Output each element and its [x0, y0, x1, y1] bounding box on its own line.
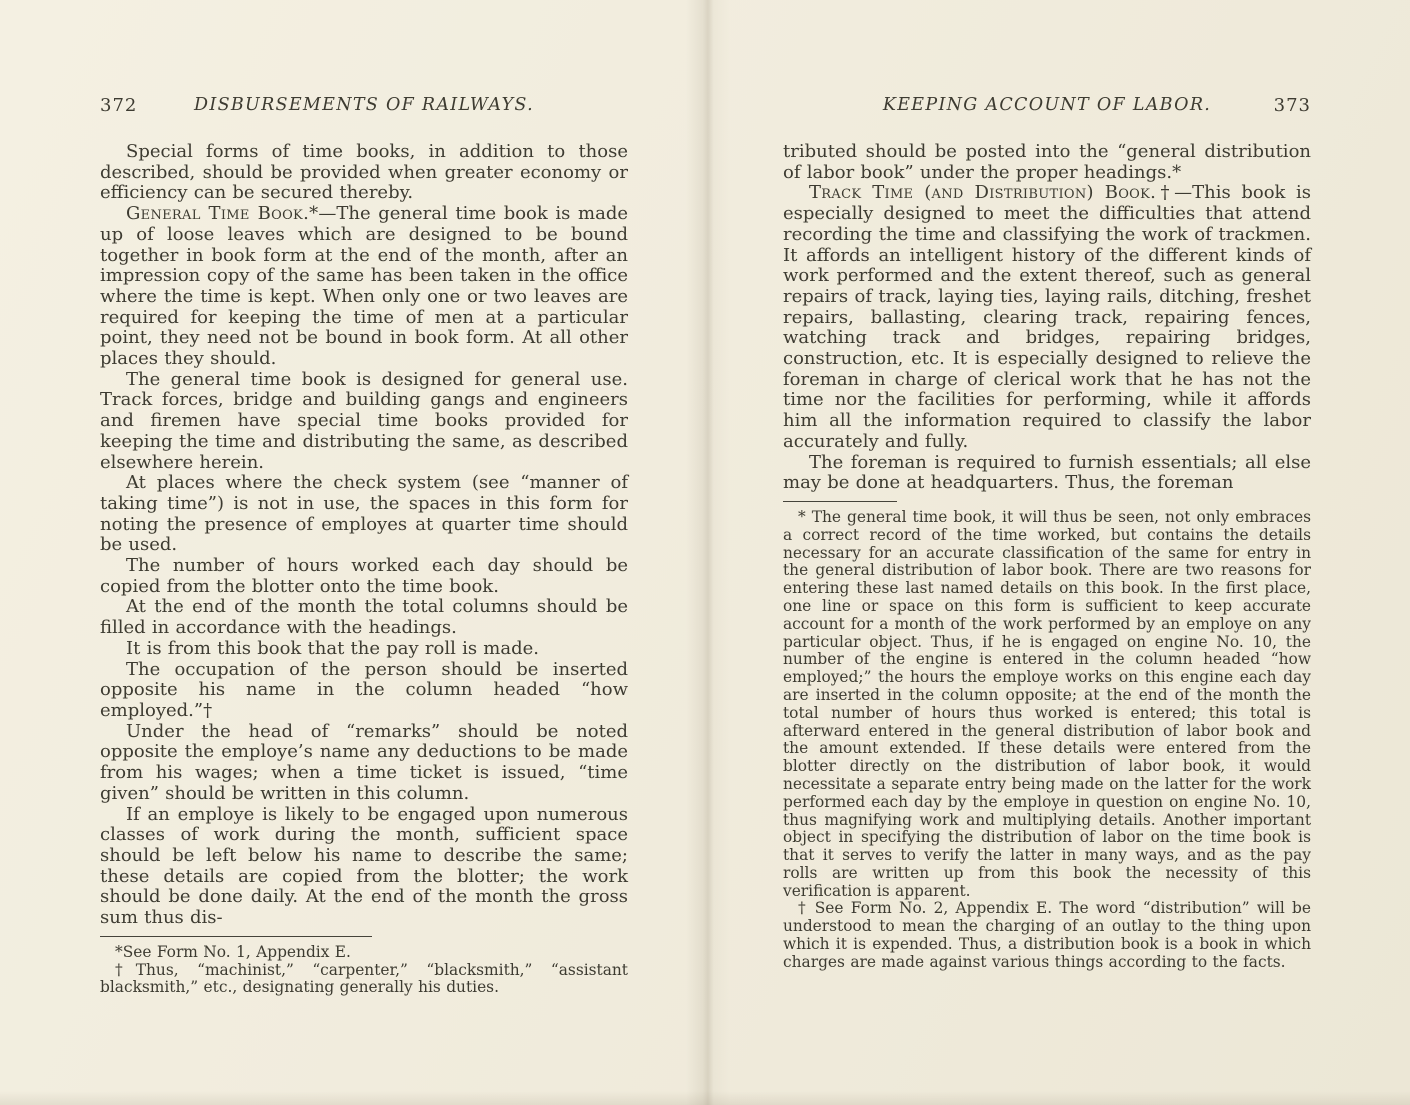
- paragraph: Special forms of time books, in addition to those described, should be provided when greater economy or efficiency can be secured thereby.: [100, 141, 628, 204]
- left-running-head: DISBURSEMENTS OF RAILWAYS.: [194, 95, 534, 115]
- left-page-footnotes: [100, 936, 628, 997]
- page-bottom-shadow: [0, 1091, 1410, 1105]
- paragraph-text: —The general time book is made up of loose leaves which are designed to be bound together in book form at the end of the month, after an impression copy of the same has been taken in the office where the time is kept. When only one or two leaves are required for keeping the time of men at a particular point, they need not be bound in book form. At all other places they should.: [100, 203, 628, 370]
- paragraph: At places where the check system (see “manner of taking time”) is not in use, the spaces in this form for noting the presence of employes at quarter time should be used.: [100, 472, 628, 556]
- paragraph: At the end of the month the total columns should be filled in accordance with the headings.: [100, 596, 628, 639]
- footnote: * The general time book, it will thus be seen, not only embraces a correct record of the time worked, but contains the details necessary for an accurate classification of the same for entry in the general distribution of labor book. There are two reasons for entering these last named details on this book. In the first place, one line or space on this form is sufficient to keep accurate account for a month of the work performed by an employe on any particular object. Thus, if he is engaged on engine No. 10, the number of the engine is entered in the column headed “how employed;” the hours the employe works on this engine each day are inserted in the column opposite; at the end of the month the total number of hours thus worked is entered; this total is afterward entered in the general distribution of labor book and the amount extended. If these details were entered from the blotter directly on the distribution of labor book, it would necessitate a separate entry being made on the latter for the work performed each day by the employe in question on engine No. 10, thus magnifying work and multiplying details. Another important object in specifying the distribution of labor on the time book is that it serves to verify the latter in many ways, and as the pay rolls are written up from this book the necessity of this verification is apparent.: [783, 507, 1311, 900]
- paragraph-text: —This book is especially designed to meet the difficulties that attend recording the time and classifying the work of trackmen. It affords an intelligent history of the different kinds of work performed and the extent thereof, such as general repairs of track, laying ties, laying rails, ditching, freshet repairs, ballasting, clearing track, repairing fences, watching track and bridges, repairing bridges, construction, etc. It is especially designed to relieve the foreman in charge of clerical work that he has not the time nor the facilities for performing, while it affords him all the information required to classify the labor accurately and fully.: [783, 182, 1311, 452]
- paragraph: The number of hours worked each day should be copied from the blotter onto the time book.: [100, 555, 628, 597]
- left-page-header: [100, 95, 628, 121]
- paragraph: If an employe is likely to be engaged upon numerous classes of work during the month, sufficient space should be left below his name to describe the same; these details are copied from the blotter; the work should be done daily. At the end of the month the gross sum thus dis-: [100, 803, 628, 929]
- right-page-header: [783, 95, 1311, 121]
- book-gutter-shadow: [686, 0, 730, 1105]
- footnote: † See Form No. 2, Appendix E. The word “distribution” will be understood to mean the charging of an outlay to the thing upon which it is expended. Thus, a distribution book is a book in which charges are made against various things according to the facts.: [783, 899, 1311, 971]
- left-page-number: 372: [100, 95, 138, 116]
- left-page-body: [100, 142, 628, 929]
- footnote-divider: [100, 936, 372, 937]
- paragraph: The occupation of the person should be inserted opposite his name in the column headed “how employed.”†: [100, 658, 628, 721]
- paragraph: [100, 204, 628, 370]
- footnote: *See Form No. 1, Appendix E.: [115, 942, 351, 961]
- footnote-divider: [783, 501, 897, 502]
- paragraph: Under the head of “remarks” should be noted opposite the employe’s name any deductions to be made from his wages; when a time ticket is issued, “time given” should be written in this column.: [100, 720, 628, 804]
- footnote: †Thus, “machinist,” “carpenter,” “blacksmith,” “assistant blacksmith,” etc., designating generally his duties.: [100, 960, 628, 997]
- section-heading-general-time-book: General Time Book.*: [126, 203, 319, 225]
- right-page-body: [783, 142, 1311, 494]
- right-page-number: 373: [1273, 95, 1311, 116]
- right-page: [783, 95, 1311, 972]
- right-page-footnotes: [783, 501, 1311, 972]
- paragraph-continuation: tributed should be posted into the “general distribution of labor book” under the proper headings.*: [783, 141, 1311, 183]
- paragraph: The general time book is designed for general use. Track forces, bridge and building gangs and engineers and firemen have special time books provided for keeping the time and distributing the same, as described elsewhere herein.: [100, 368, 628, 473]
- paragraph: [783, 183, 1311, 452]
- paragraph: The foreman is required to furnish essentials; all else may be done at headquarters. Thus, the foreman: [783, 451, 1311, 494]
- right-running-head: KEEPING ACCOUNT OF LABOR.: [882, 95, 1212, 115]
- paragraph: It is from this book that the pay roll is made.: [126, 637, 539, 659]
- section-heading-track-time-book: Track Time (and Distribution) Book.†: [809, 182, 1175, 204]
- left-page: [100, 95, 628, 997]
